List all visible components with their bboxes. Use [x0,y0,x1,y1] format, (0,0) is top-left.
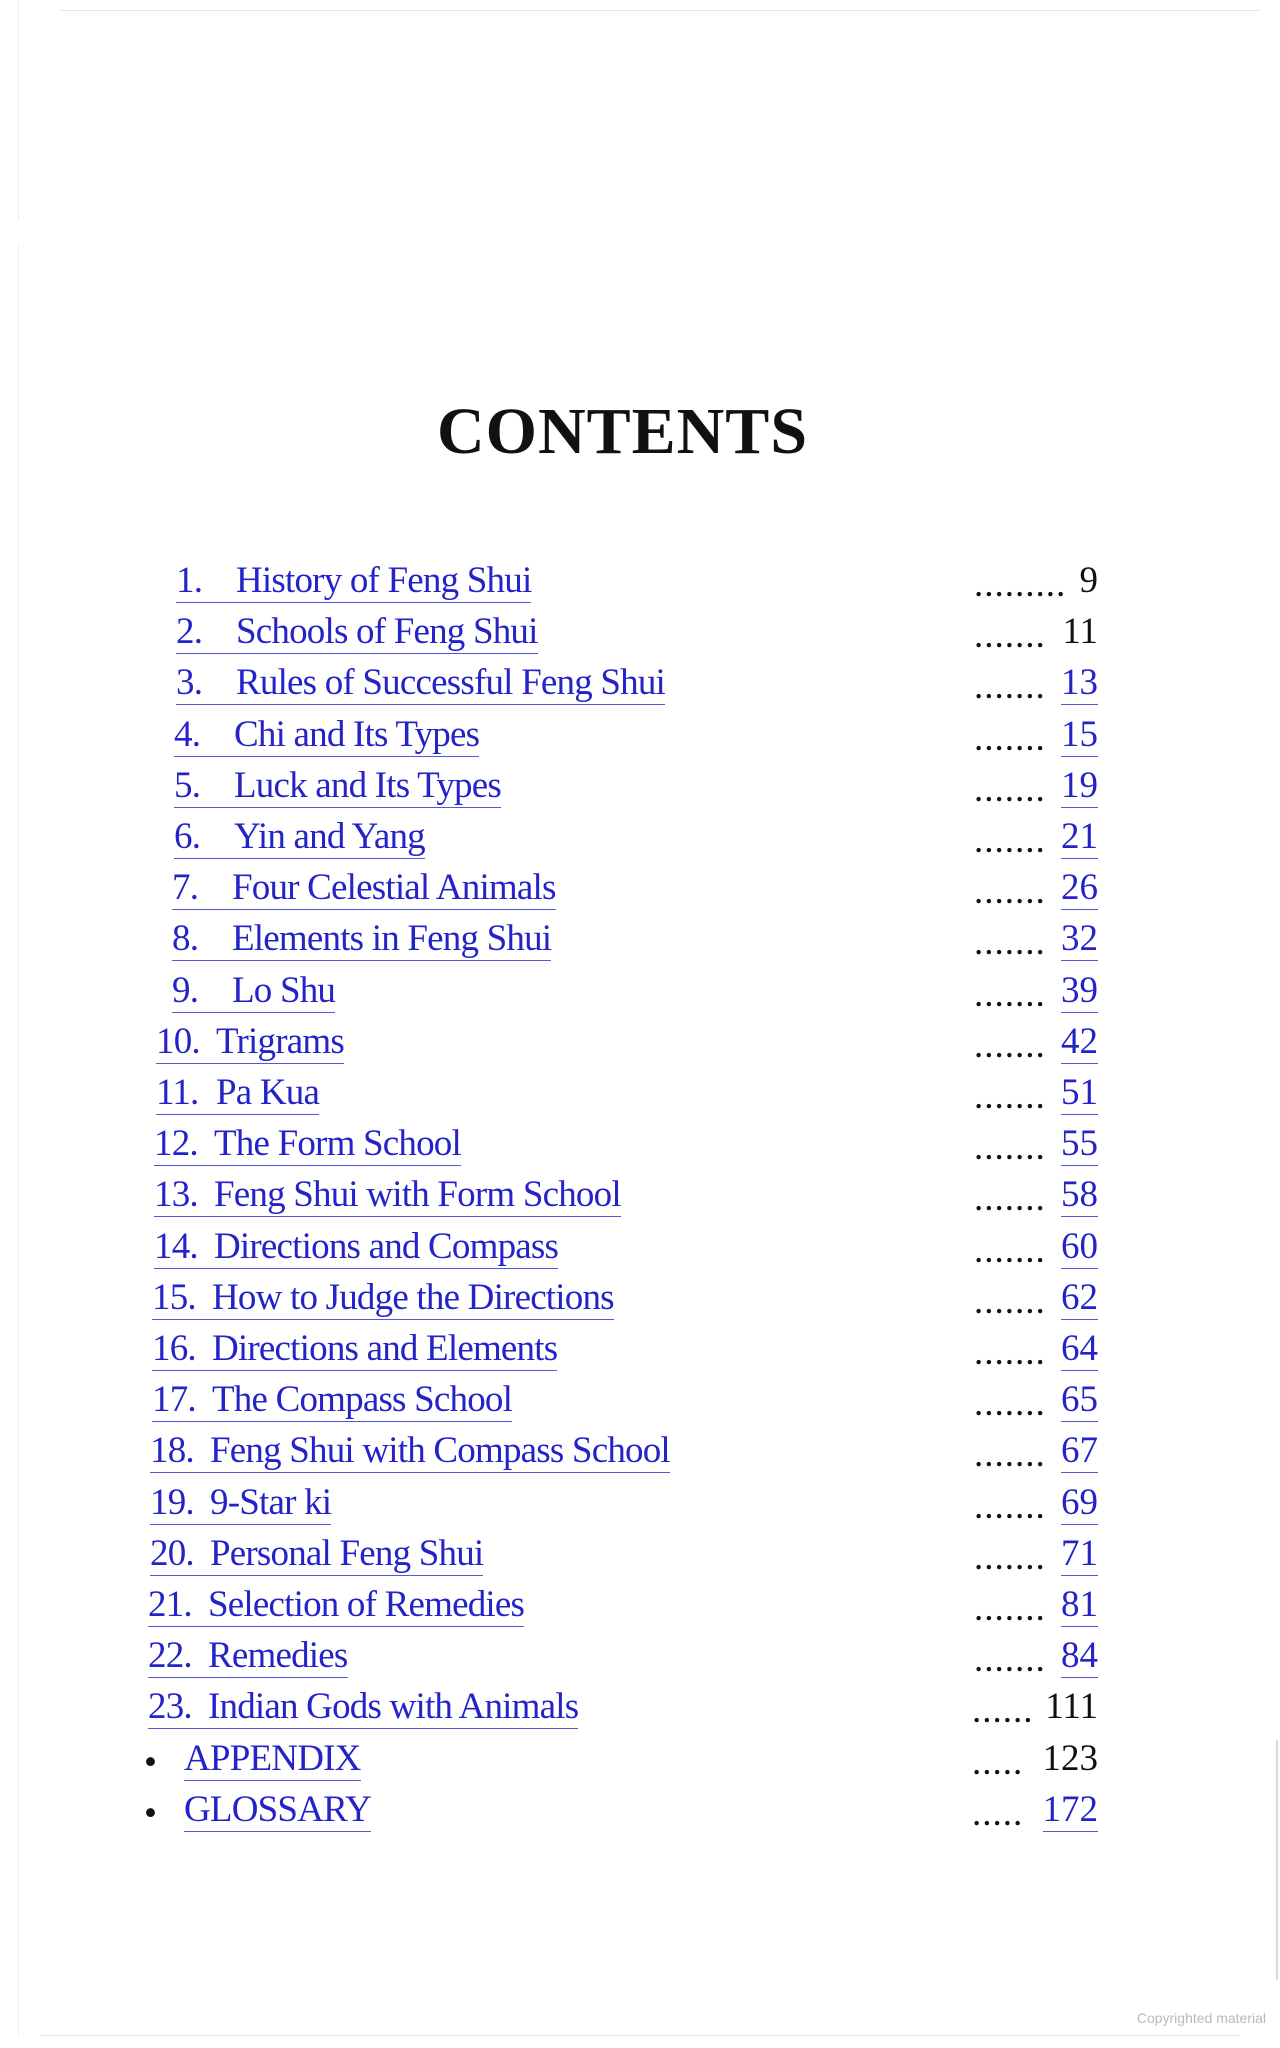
leader-dots: ....... [974,666,1046,708]
chapter-title: History of Feng Shui [236,560,532,601]
toc-row [0,867,1280,917]
page-title: CONTENTS [436,395,809,468]
leader-dots: ....... [974,1536,1046,1578]
toc-entry-link[interactable] [156,1021,344,1064]
leader-dots: ....... [974,1076,1046,1117]
chapter-title: Feng Shui with Form School [214,1174,621,1216]
page-number[interactable]: 172 [1042,1788,1098,1830]
chapter-number: 5. [174,764,201,806]
toc-row [0,1379,1280,1429]
leader-dots: ....... [974,1280,1046,1322]
chapter-title: The Compass School [212,1379,513,1421]
chapter-number: 23. [148,1686,192,1728]
toc-row [0,1123,1280,1173]
chapter-title: Remedies [208,1635,348,1677]
chapter-title: Pa Kua [216,1072,320,1113]
toc-entry-link[interactable] [148,1686,578,1729]
page-number: 9 [1079,560,1098,601]
page-number[interactable]: 62 [1061,1276,1098,1318]
toc-row [0,918,1280,968]
chapter-number: 6. [174,816,201,857]
chapter-title: Four Celestial Animals [232,867,556,909]
chapter-number: 4. [174,713,201,755]
toc-entry-link[interactable] [152,1328,557,1371]
page-number[interactable]: 71 [1061,1532,1098,1574]
toc-entry-link[interactable] [150,1533,483,1576]
toc-entry-link[interactable] [174,765,501,808]
toc-entry-link[interactable] [184,1738,361,1781]
leader-dots: ....... [974,922,1046,964]
leader-dots: ....... [974,768,1046,810]
toc-entry-link[interactable] [154,1123,461,1166]
chapter-number: 19. [150,1481,194,1523]
toc-row [0,1328,1280,1378]
chapter-title: Selection of Remedies [208,1584,525,1625]
toc-row [0,1533,1280,1583]
leader-dots: ....... [974,1383,1046,1425]
page-number[interactable]: 58 [1061,1174,1098,1216]
chapter-number: 3. [176,662,203,704]
chapter-number: 16. [152,1328,196,1369]
leader-dots: ...... [972,1690,1034,1732]
chapter-number: 7. [172,867,199,909]
toc-row [0,1635,1280,1685]
chapter-title: Feng Shui with Compass School [210,1430,670,1472]
toc-row [0,714,1280,764]
toc-entry-link[interactable] [172,970,335,1013]
chapter-number: 20. [150,1532,194,1574]
chapter-title: Personal Feng Shui [210,1532,484,1574]
leader-dots: ....... [974,615,1046,657]
toc-row [0,1789,1280,1839]
leader-dots: ....... [974,1127,1046,1169]
page-number[interactable]: 69 [1061,1481,1098,1523]
scan-edge-left [18,0,19,220]
chapter-number: 8. [172,918,199,960]
page-number[interactable]: 39 [1061,969,1098,1011]
toc-entry-link[interactable] [148,1635,348,1678]
toc-entry-link[interactable] [176,560,531,603]
chapter-title: Luck and Its Types [234,764,501,806]
chapter-title: Chi and Its Types [234,713,480,755]
chapter-number: 12. [154,1123,198,1165]
page-number[interactable]: 32 [1061,918,1098,960]
chapter-title: Rules of Successful Feng Shui [236,662,666,704]
chapter-number: 21. [148,1584,192,1625]
chapter-number: 10. [156,1020,200,1062]
leader-dots: ....... [974,1229,1046,1271]
toc-row [0,1738,1280,1788]
page-number[interactable]: 67 [1061,1430,1098,1472]
toc-row [0,1174,1280,1224]
chapter-number: 13. [154,1174,198,1216]
toc-row [0,611,1280,661]
toc-entry-link[interactable] [174,714,479,757]
scan-edge-bottom [40,2035,1240,2036]
leader-dots: ....... [974,1332,1046,1373]
toc-row [0,1482,1280,1532]
toc-entry-link[interactable] [174,816,425,859]
page-number[interactable]: 64 [1061,1328,1098,1369]
leader-dots: ....... [974,1024,1046,1066]
page-number[interactable]: 19 [1061,764,1098,806]
page-number[interactable]: 60 [1061,1225,1098,1267]
chapter-title: Indian Gods with Animals [208,1686,579,1728]
chapter-number: 2. [176,611,203,653]
chapter-title: Yin and Yang [234,816,425,857]
toc-row [0,1072,1280,1122]
chapter-title: Lo Shu [232,969,336,1011]
chapter-title: Directions and Compass [214,1225,559,1267]
scan-edge-top [60,10,1260,11]
page-number[interactable]: 13 [1061,662,1098,704]
leader-dots: ....... [974,871,1046,913]
chapter-number: 22. [148,1635,192,1677]
page-number[interactable]: 81 [1061,1584,1098,1625]
chapter-title: Directions and Elements [212,1328,558,1369]
chapter-title: APPENDIX [184,1737,361,1779]
chapter-number: 18. [150,1430,194,1472]
bullet-marker: • [144,1792,157,1834]
toc-entry-link[interactable] [154,1226,558,1269]
page-number[interactable]: 55 [1061,1123,1098,1165]
toc-entry-link[interactable] [172,918,551,961]
chapter-number: 17. [152,1379,196,1421]
chapter-number: 14. [154,1225,198,1267]
leader-dots: ....... [974,1178,1046,1220]
page-number[interactable]: 51 [1061,1072,1098,1113]
toc-entry-link[interactable] [154,1174,621,1217]
chapter-title: Trigrams [216,1020,344,1062]
copyright-watermark: Copyrighted material [1136,2010,1266,2026]
chapter-title: 9-Star ki [210,1481,332,1523]
toc-row [0,662,1280,712]
toc-row [0,1021,1280,1071]
toc-entry-link[interactable] [150,1482,331,1525]
leader-dots: ....... [974,1588,1046,1629]
page-number: 123 [1042,1737,1098,1779]
toc-entry-link[interactable] [150,1430,670,1473]
toc-row [0,1686,1280,1736]
toc-row [0,1277,1280,1327]
toc-row [0,1226,1280,1276]
chapter-title: How to Judge the Directions [212,1276,614,1318]
toc-entry-link[interactable] [152,1277,614,1320]
toc-entry-link[interactable] [152,1379,512,1422]
page-number[interactable]: 15 [1061,713,1098,755]
leader-dots: ..... [972,1741,1024,1783]
chapter-number: 9. [172,969,199,1011]
toc-entry-link[interactable] [184,1789,371,1832]
leader-dots: ....... [974,1485,1046,1527]
toc-row [0,560,1280,610]
page-number[interactable]: 26 [1061,867,1098,909]
page-number: 111 [1045,1686,1098,1728]
leader-dots: ..... [972,1792,1024,1834]
leader-dots: ....... [974,820,1046,861]
chapter-title: The Form School [214,1123,461,1165]
leader-dots: ....... [974,1434,1046,1476]
toc-row [0,1430,1280,1480]
chapter-number: 11. [156,1072,199,1113]
leader-dots: ....... [974,717,1046,759]
toc-entry-link[interactable] [156,1072,319,1115]
leader-dots: ......... [974,564,1067,605]
chapter-title: GLOSSARY [184,1788,371,1830]
bullet-marker: • [144,1741,157,1783]
chapter-number: 1. [176,560,203,601]
toc-entry-link[interactable] [148,1584,524,1627]
toc-entry-link[interactable] [176,662,665,705]
toc-entry-link[interactable] [172,867,556,910]
leader-dots: ....... [974,973,1046,1015]
page-number: 11 [1062,611,1098,653]
toc-entry-link[interactable] [176,611,538,654]
leader-dots: ....... [974,1639,1046,1681]
toc-row [0,1584,1280,1634]
page-number[interactable]: 84 [1061,1635,1098,1677]
chapter-number: 15. [152,1276,196,1318]
page-number[interactable]: 21 [1061,816,1098,857]
toc-row [0,765,1280,815]
chapter-title: Schools of Feng Shui [236,611,538,653]
page-number[interactable]: 42 [1061,1020,1098,1062]
chapter-title: Elements in Feng Shui [232,918,552,960]
toc-row [0,816,1280,866]
toc-row [0,970,1280,1020]
page-number[interactable]: 65 [1061,1379,1098,1421]
